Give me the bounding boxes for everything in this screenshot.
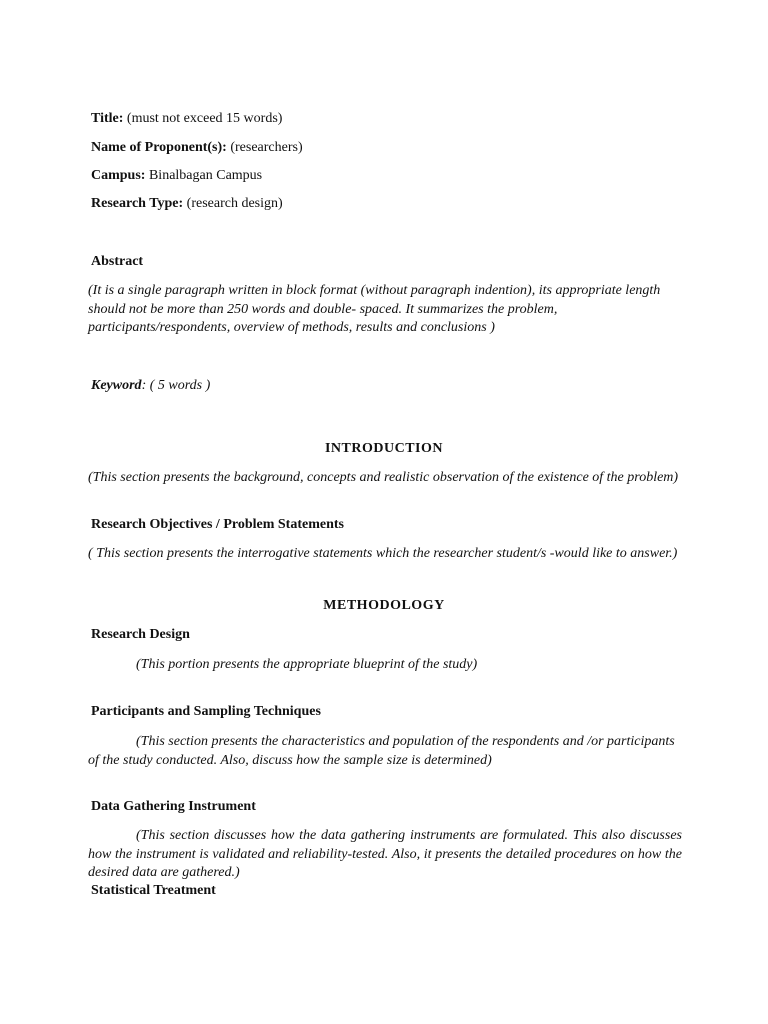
statistical-treatment-heading: Statistical Treatment: [91, 883, 216, 898]
abstract-body: (It is a single paragraph written in block format (without paragraph indention), its appropriate length should not be more than 250 words and double- spaced. It summarizes the problem, participants/respondents, overview of methods, results and conclusions ): [88, 283, 661, 335]
proponent-line: [91, 139, 303, 157]
proponent-value: (researchers): [230, 140, 303, 155]
title-label: Title:: [91, 111, 124, 126]
proponent-label: Name of Proponent(s):: [91, 140, 227, 155]
research-type-label: Research Type:: [91, 196, 184, 211]
campus-line: [91, 167, 262, 185]
campus-label: Campus:: [91, 168, 146, 183]
keyword-label: Keyword: [91, 378, 142, 393]
participants-heading: Participants and Sampling Techniques: [91, 704, 321, 719]
keyword-value: : ( 5 words ): [141, 378, 211, 393]
research-type-value: (research design): [186, 196, 283, 211]
title-value: (must not exceed 15 words): [126, 111, 283, 126]
methodology-heading: METHODOLOGY: [323, 598, 445, 613]
research-type-line: [91, 195, 283, 213]
participants-body: (This section presents the characteristics and population of the respondents and /or participants of the study conducted. Also, discuss how the sample size is determined): [88, 734, 675, 768]
abstract-heading: Abstract: [91, 254, 144, 269]
research-design-heading: Research Design: [91, 627, 190, 642]
instrument-heading: Data Gathering Instrument: [91, 799, 256, 814]
objectives-body: ( This section presents the interrogative statements which the researcher student/s -would like to answer.): [88, 546, 678, 561]
title-line: [91, 110, 282, 128]
research-design-body: (This portion presents the appropriate blueprint of the study): [136, 657, 478, 672]
campus-value: Binalbagan Campus: [148, 168, 263, 183]
objectives-heading: Research Objectives / Problem Statements: [91, 517, 344, 532]
introduction-body: (This section presents the background, concepts and realistic observation of the existence of the problem): [88, 470, 679, 485]
keyword-line: [91, 377, 210, 395]
introduction-heading: INTRODUCTION: [324, 441, 443, 456]
instrument-body: (This section discusses how the data gathering instruments are formulated. This also discusses how the instrument is validated and reliability-tested. Also, it presents the detailed procedures on how the desired data are gathered.): [88, 828, 682, 880]
